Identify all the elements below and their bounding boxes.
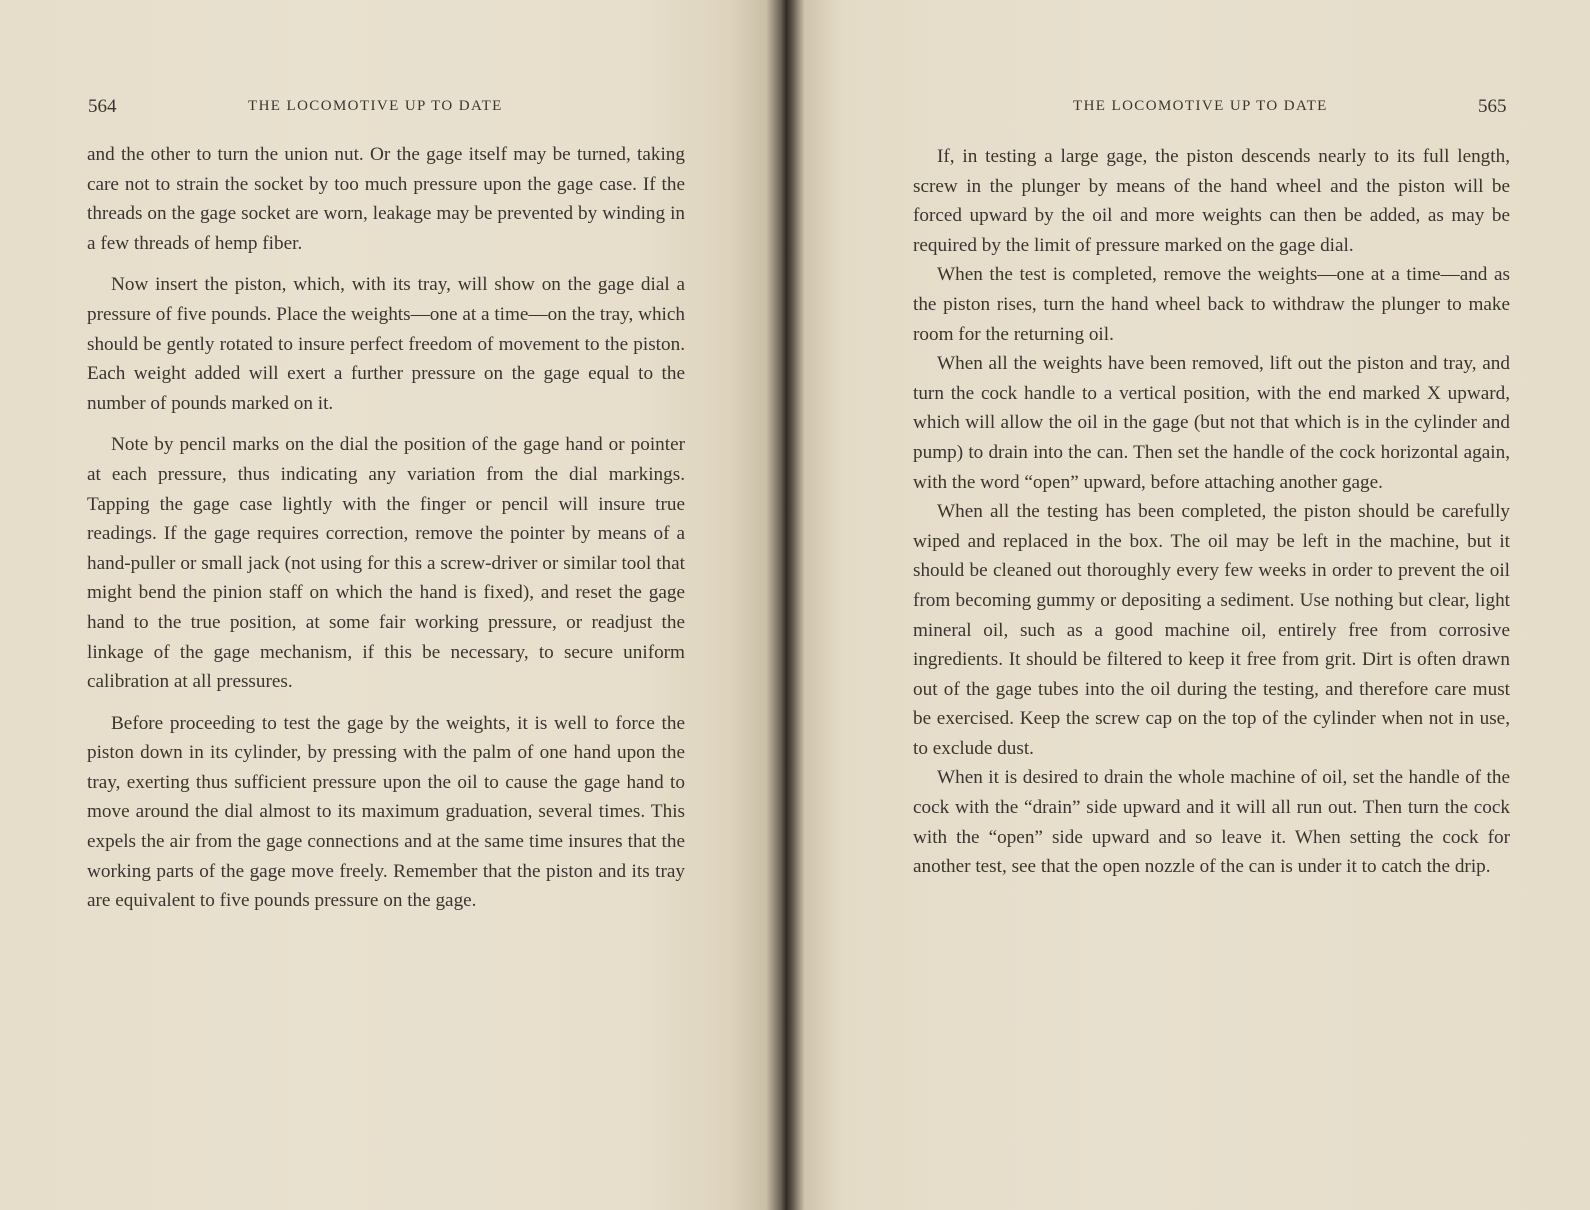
running-head: THE LOCOMOTIVE UP TO DATE (248, 98, 503, 114)
page-body (87, 140, 685, 916)
paragraph: When all the testing has been completed, the piston should be carefully wiped and replaced in the box. The oil may be left in the machine, but it should be cleaned out thoroughly every few weeks in order to prevent the oil from becoming gummy or depositing a sediment. Use nothing but clear, light mineral oil, such as a good machine oil, entirely free from corrosive ingredients. It should be filtered to keep it free from grit. Dirt is often drawn out of the gage tubes into the oil during the testing, and therefore care must be exercised. Keep the screw cap on the top of the cylinder when not in use, to exclude dust. (913, 501, 1510, 759)
running-head: THE LOCOMOTIVE UP TO DATE (1073, 98, 1328, 114)
paragraph: When it is desired to drain the whole machine of oil, set the handle of the cock with the “drain” side upward and it will all run out. Then turn the cock with the “open” side upward and so leave it. When setting the cock for another test, see that the open nozzle of the can is under it to catch the drip. (913, 767, 1510, 878)
page-number: 565 (1478, 96, 1507, 117)
paragraph: If, in testing a large gage, the piston descends nearly to its full length, screw in the plunger by means of the hand wheel and the piston will be forced upward by the oil and more weights can then be added, as may be required by the limit of pressure marked on the gage dial. (913, 146, 1510, 256)
paragraph: Note by pencil marks on the dial the position of the gage hand or pointer at each pressure, thus indicating any variation from the dial markings. Tapping the gage case lightly with the finger or pencil will insure true readings. If the gage requires correction, remove the pointer by means of a hand-puller or small jack (not using for this a screw-driver or similar tool that might bend the pinion staff on which the hand is fixed), and reset the gage hand to the true position, at some fair working pressure, or readjust the linkage of the gage mechanism, if this be necessary, to secure uniform calibration at all pressures. (87, 434, 685, 693)
right-page (790, 0, 1590, 1210)
paragraph: Before proceeding to test the gage by the weights, it is well to force the piston down in its cylinder, by pressing with the palm of one hand upon the tray, exerting thus sufficient pressure upon the oil to cause the gage hand to move around the dial almost to its maximum graduation, several times. This expels the air from the gage connections and at the same time insures that the working parts of the gage move freely. Remember that the piston and its tray are equivalent to five pounds pressure on the gage. (87, 712, 685, 912)
page-body (913, 142, 1510, 882)
left-page (0, 0, 775, 1210)
page-number: 564 (88, 96, 117, 117)
paragraph: When the test is completed, remove the weights—one at a time—and as the piston rises, turn the hand wheel back to withdraw the plunger to make room for the returning oil. (913, 264, 1510, 345)
paragraph: and the other to turn the union nut. Or the gage itself may be turned, taking care not to strain the socket by too much pressure upon the gage case. If the threads on the gage socket are worn, leakage may be prevented by winding in a few threads of hemp fiber. (87, 144, 685, 254)
paragraph: Now insert the piston, which, with its tray, will show on the gage dial a pressure of five pounds. Place the weights—one at a time—on the tray, which should be gently rotated to insure perfect freedom of movement to the piston. Each weight added will exert a further pressure on the gage equal to the number of pounds marked on it. (87, 274, 685, 414)
paragraph: When all the weights have been removed, lift out the piston and tray, and turn the cock handle to a vertical position, with the end marked X upward, which will allow the oil in the gage (but not that which is in the cylinder and pump) to drain into the can. Then set the handle of the cock horizontal again, with the word “open” upward, before attaching another gage. (913, 353, 1510, 493)
